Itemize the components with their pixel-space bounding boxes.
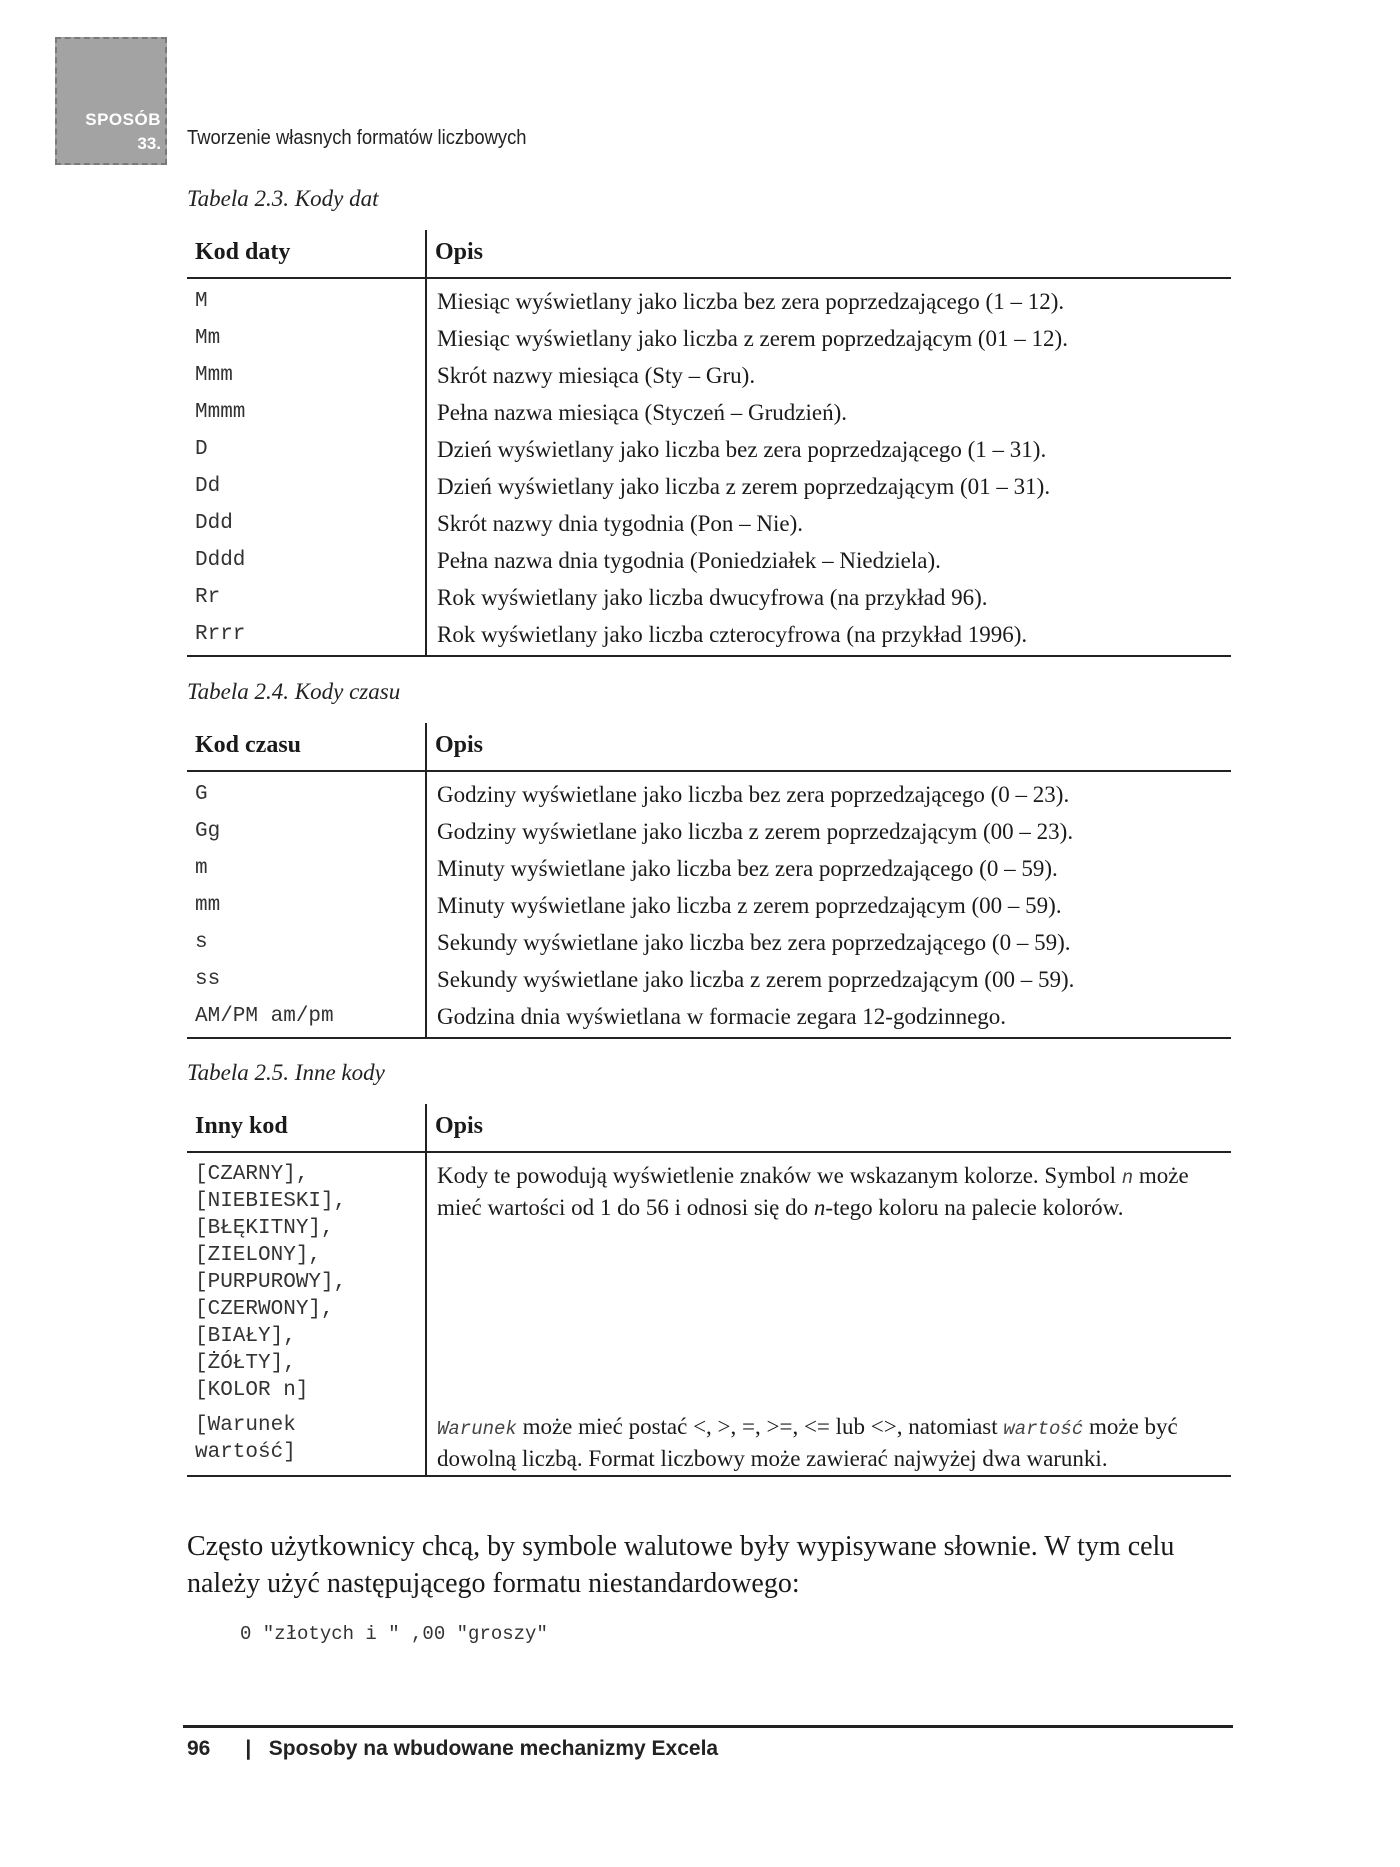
page-footer <box>187 1737 718 1761</box>
code-cell: Mmmm <box>187 394 426 431</box>
table-row <box>187 542 1231 579</box>
description-cell: Godziny wyświetlane jako liczba bez zera poprzedzającego (0 – 23). <box>437 782 1070 807</box>
code-cell: Dddd <box>187 542 426 579</box>
table-header-row <box>187 723 1231 771</box>
running-title: Tworzenie własnych formatów liczbowych <box>187 127 527 149</box>
book-title: Sposoby na wbudowane mechanizmy Excela <box>268 1737 719 1760</box>
code-cell: Rrrr <box>187 616 426 656</box>
badge-label: SPOSÓB <box>85 110 161 129</box>
condition-code-line: [Warunek <box>195 1414 296 1437</box>
description-cell: Pełna nazwa dnia tygodnia (Poniedziałek – Niedziela). <box>437 548 941 573</box>
description-cell: Sekundy wyświetlane jako liczba z zerem poprzedzającym (00 – 59). <box>437 967 1075 992</box>
table-other-codes <box>187 1104 1231 1477</box>
description-cell: Godziny wyświetlane jako liczba z zerem poprzedzającym (00 – 23). <box>437 819 1074 844</box>
table-row <box>187 961 1231 998</box>
description-cell: Minuty wyświetlane jako liczba bez zera poprzedzającego (0 – 59). <box>437 856 1058 881</box>
table-row <box>187 357 1231 394</box>
code-cell: mm <box>187 887 426 924</box>
description-cell: Skrót nazwy miesiąca (Sty – Gru). <box>437 363 756 388</box>
code-cell: G <box>187 771 426 813</box>
symbol-n: n <box>1121 1167 1134 1189</box>
table-header-row <box>187 230 1231 278</box>
code-cell: Rr <box>187 579 426 616</box>
table-caption-dates: Tabela 2.3. Kody dat <box>187 186 379 211</box>
color-code-line: [BIAŁY], <box>195 1325 296 1348</box>
description-cell: Dzień wyświetlany jako liczba bez zera poprzedzającego (1 – 31). <box>437 437 1047 462</box>
table-row <box>187 278 1231 320</box>
section-badge <box>55 37 167 165</box>
description-cell: Miesiąc wyświetlany jako liczba z zerem poprzedzającym (01 – 12). <box>437 326 1068 351</box>
table-row <box>187 505 1231 542</box>
description-text: może być dowolną liczbą. Format liczbowy może zawierać najwyżej dwa warunki. <box>437 1414 1178 1471</box>
description-cell: Miesiąc wyświetlany jako liczba bez zera poprzedzającego (1 – 12). <box>437 289 1065 314</box>
table-row <box>187 394 1231 431</box>
color-code-line: [ZIELONY], <box>195 1244 322 1267</box>
condition-code-line: wartość] <box>195 1441 296 1464</box>
table-row <box>187 813 1231 850</box>
description-cell: Godzina dnia wyświetlana w formacie zegara 12-godzinnego. <box>437 1004 1007 1029</box>
table-row <box>187 320 1231 357</box>
table-row <box>187 924 1231 961</box>
table-row <box>187 1152 1231 1404</box>
color-code-line: [CZERWONY], <box>195 1298 334 1321</box>
symbol-n: n <box>813 1195 826 1220</box>
color-code-line: [ŻÓŁTY], <box>195 1352 296 1375</box>
description-cell: Skrót nazwy dnia tygodnia (Pon – Nie). <box>437 511 804 536</box>
footer-rule <box>183 1725 1233 1728</box>
description-text: -tego koloru na palecie kolorów. <box>825 1195 1124 1220</box>
description-cell: Rok wyświetlany jako liczba dwucyfrowa (na przykład 96). <box>437 585 988 610</box>
code-cell: s <box>187 924 426 961</box>
code-cell: ss <box>187 961 426 998</box>
column-header-description: Opis <box>426 723 1231 771</box>
code-cell: Dd <box>187 468 426 505</box>
table-row <box>187 887 1231 924</box>
column-header-description: Opis <box>426 1104 1231 1152</box>
table-row <box>187 771 1231 813</box>
table-row <box>187 1404 1231 1476</box>
table-header-row <box>187 1104 1231 1152</box>
table-row <box>187 998 1231 1038</box>
table-caption-other: Tabela 2.5. Inne kody <box>187 1060 385 1085</box>
color-code-line: [CZARNY], <box>195 1163 309 1186</box>
table-date-codes <box>187 230 1231 657</box>
description-cell: Sekundy wyświetlane jako liczba bez zera poprzedzającego (0 – 59). <box>437 930 1071 955</box>
color-code-line: [NIEBIESKI], <box>195 1190 347 1213</box>
footer-separator: | <box>245 1737 252 1760</box>
code-cell: Ddd <box>187 505 426 542</box>
table-row <box>187 850 1231 887</box>
color-code-line: [PURPUROWY], <box>195 1271 347 1294</box>
condition-code-cell <box>187 1404 426 1476</box>
code-cell: Mm <box>187 320 426 357</box>
term-warunek: Warunek <box>437 1418 517 1440</box>
table-row <box>187 431 1231 468</box>
description-cell: Dzień wyświetlany jako liczba z zerem poprzedzającym (01 – 31). <box>437 474 1051 499</box>
page-number: 96 <box>187 1737 211 1760</box>
format-code-example: 0 "złotych i " ,00 "groszy" <box>240 1623 548 1645</box>
badge-number: 33. <box>137 134 161 153</box>
code-cell: AM/PM am/pm <box>187 998 426 1038</box>
body-paragraph: Często użytkownicy chcą, by symbole walutowe były wypisywane słownie. W tym celu należy użyć następującego formatu niestandardowego: <box>187 1531 1175 1599</box>
table-row <box>187 468 1231 505</box>
description-cell: Rok wyświetlany jako liczba czterocyfrowa (na przykład 1996). <box>437 622 1028 647</box>
column-header-code: Kod daty <box>187 230 426 278</box>
table-row <box>187 616 1231 656</box>
description-cell: Minuty wyświetlane jako liczba z zerem poprzedzającym (00 – 59). <box>437 893 1062 918</box>
color-codes-cell <box>187 1152 426 1404</box>
color-codes-description <box>426 1152 1231 1404</box>
column-header-description: Opis <box>426 230 1231 278</box>
code-cell: m <box>187 850 426 887</box>
description-text: może mieć postać <, >, =, >=, <= lub <>, natomiast <box>516 1414 1004 1439</box>
color-code-line: [KOLOR n] <box>195 1379 309 1402</box>
code-cell: Gg <box>187 813 426 850</box>
table-row <box>187 579 1231 616</box>
term-wartosc: wartość <box>1003 1418 1084 1440</box>
code-cell: Mmm <box>187 357 426 394</box>
column-header-code: Kod czasu <box>187 723 426 771</box>
color-code-line: [BŁĘKITNY], <box>195 1217 334 1240</box>
description-text: może mieć wartości od 1 do 56 i odnosi się do <box>437 1163 1189 1220</box>
condition-description <box>426 1404 1231 1476</box>
code-cell: M <box>187 278 426 320</box>
description-text: Kody te powodują wyświetlenie znaków we wskazanym kolorze. Symbol <box>437 1163 1116 1188</box>
description-cell: Pełna nazwa miesiąca (Styczeń – Grudzień). <box>437 400 847 425</box>
table-time-codes <box>187 723 1231 1039</box>
column-header-code: Inny kod <box>187 1104 426 1152</box>
code-cell: D <box>187 431 426 468</box>
table-caption-time: Tabela 2.4. Kody czasu <box>187 679 401 704</box>
